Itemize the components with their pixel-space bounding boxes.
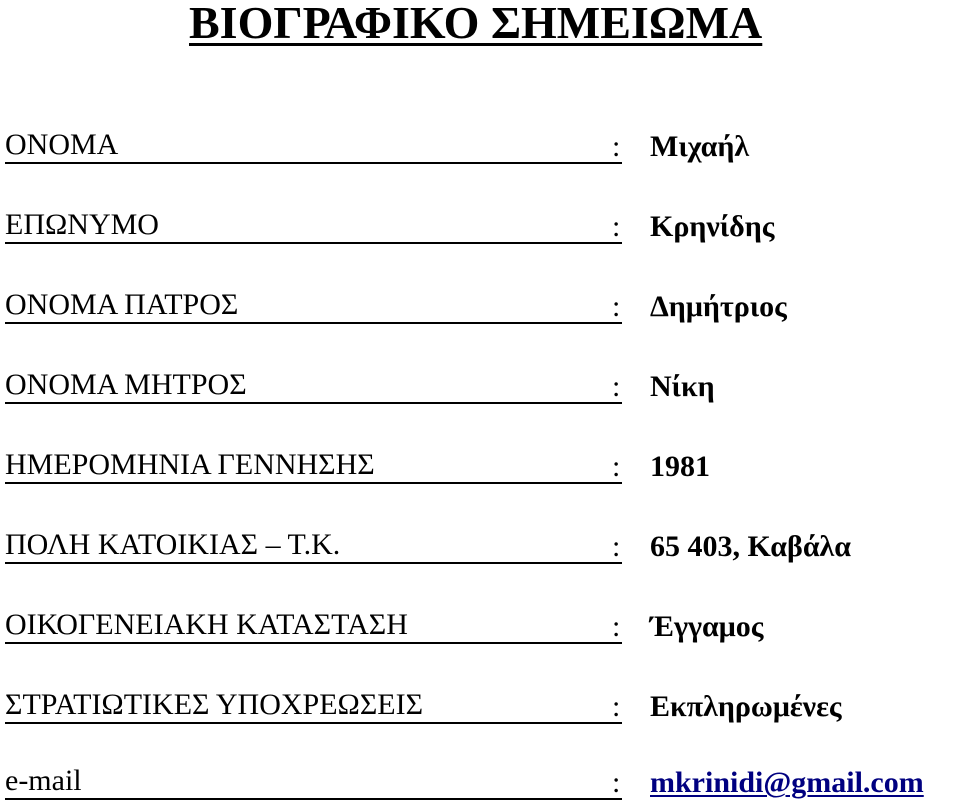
- field-value: Έγγαμος: [650, 610, 764, 643]
- field-value: Νίκη: [650, 370, 715, 403]
- field-label: ΗΜΕΡΟΜΗΝΙΑ ΓΕΝΝΗΣΗΣ: [5, 448, 622, 484]
- field-separator: :: [612, 130, 621, 163]
- field-row-birth-date: [0, 448, 960, 492]
- field-label: ΕΠΩΝΥΜΟ: [5, 208, 622, 244]
- field-label: ΣΤΡΑΤΙΩΤΙΚΕΣ ΥΠΟΧΡΕΩΣΕΙΣ: [5, 688, 622, 724]
- field-row-father-name: [0, 288, 960, 332]
- field-separator: :: [612, 530, 621, 563]
- field-label: ΠΟΛΗ ΚΑΤΟΙΚΙΑΣ – Τ.Κ.: [5, 528, 622, 564]
- field-value: Κρηνίδης: [650, 210, 775, 243]
- field-label: ΟΝΟΜΑ ΠΑΤΡΟΣ: [5, 288, 622, 324]
- field-row-surname: [0, 208, 960, 252]
- email-link[interactable]: mkrinidi@gmail.com: [650, 766, 924, 799]
- field-row-military-service: [0, 688, 960, 732]
- field-value: Δημήτριος: [650, 290, 787, 323]
- field-value: Μιχαήλ: [650, 130, 750, 163]
- field-separator: :: [612, 290, 621, 323]
- field-separator: :: [612, 610, 621, 643]
- field-value: Εκπληρωμένες: [650, 690, 842, 723]
- field-row-first-name: [0, 128, 960, 172]
- field-label: e-mail: [5, 764, 622, 800]
- field-value: 1981: [650, 450, 710, 483]
- field-label: ΟΝΟΜΑ: [5, 128, 622, 164]
- field-separator: :: [612, 210, 621, 243]
- field-row-email: [0, 764, 960, 808]
- page-title: ΒΙΟΓΡΑΦΙΚΟ ΣΗΜΕΙΩΜΑ: [189, 0, 763, 48]
- field-separator: :: [612, 450, 621, 483]
- field-row-city-postcode: [0, 528, 960, 572]
- field-label: ΟΙΚΟΓΕΝΕΙΑΚΗ ΚΑΤΑΣΤΑΣΗ: [5, 608, 622, 644]
- field-separator: :: [612, 766, 621, 799]
- field-separator: :: [612, 690, 621, 723]
- field-label: ΟΝΟΜΑ ΜΗΤΡΟΣ: [5, 368, 622, 404]
- field-row-mother-name: [0, 368, 960, 412]
- field-separator: :: [612, 370, 621, 403]
- field-value: 65 403, Καβάλα: [650, 530, 852, 563]
- field-row-marital-status: [0, 608, 960, 652]
